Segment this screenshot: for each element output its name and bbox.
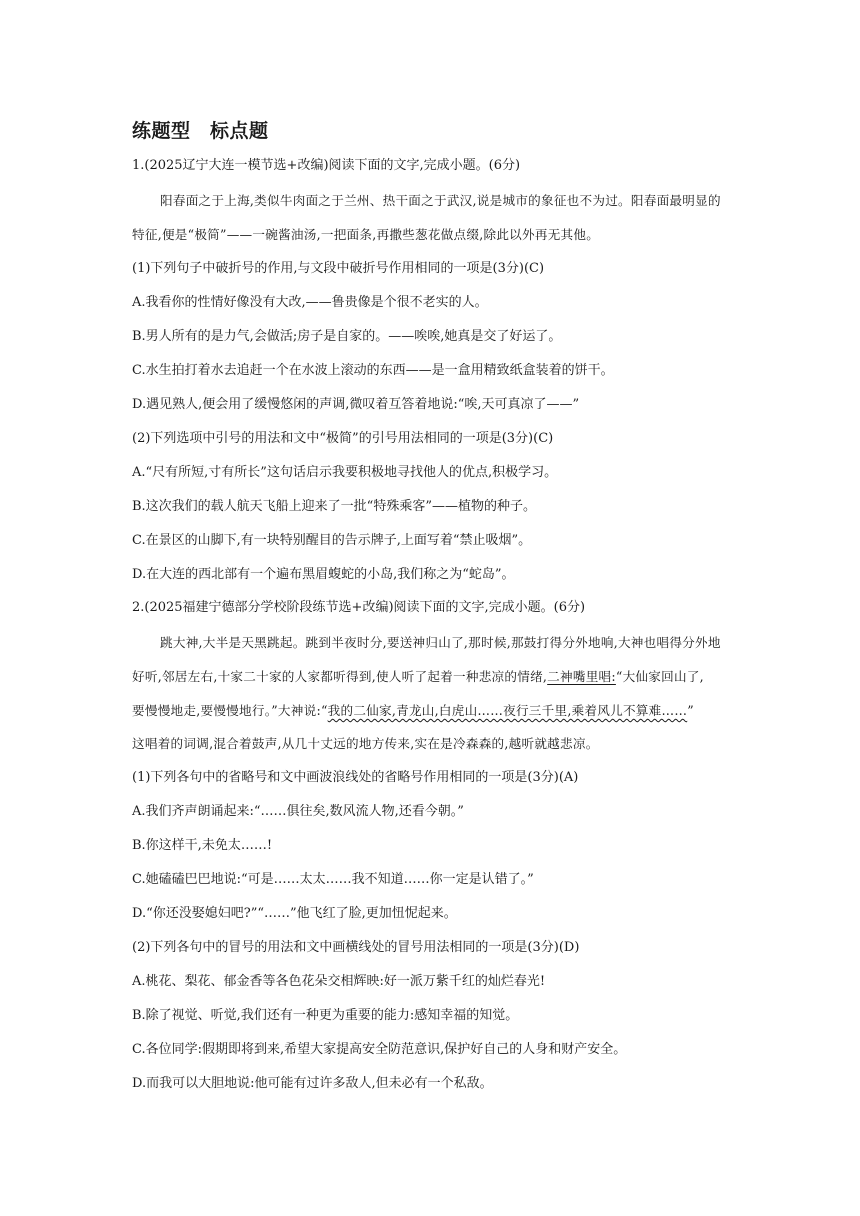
q2-sub1-option-a: A.我们齐声朗诵起来:“……俱往矣,数风流人物,还看今朝。” xyxy=(132,804,464,819)
q1-sub2-option-a: A.“尺有所短,寸有所长”这句话启示我要积极地寻找他人的优点,积极学习。 xyxy=(132,465,558,480)
wavy-underlined-text: 我的二仙家,青龙山,白虎山……夜行三千里,乘着风儿不算难…… xyxy=(327,703,688,718)
q2-passage-line-2-tail: “大仙家回山了, xyxy=(615,669,704,684)
q2-passage-line-3-tail: ” xyxy=(687,703,694,718)
q2-sub2-option-d: D.而我可以大胆地说:他可能有过许多敌人,但未必有一个私敌。 xyxy=(132,1076,493,1091)
q1-passage-line-2: 特征,便是“极简”——一碗酱油汤,一把面条,再撒些葱花做点缀,除此以外再无其他。 xyxy=(132,227,600,242)
q1-sub1-option-d: D.遇见熟人,便会用了缓慢悠闲的声调,微叹着互答着地说:“唉,天可真凉了——” xyxy=(132,397,580,412)
q2-sub2-stem: (2)下列各句中的冒号的用法和文中画横线处的冒号用法相同的一项是(3分)(D) xyxy=(132,940,580,955)
q2-passage-line-3-text: 要慢慢地走,要慢慢地行。”大神说:“ xyxy=(132,703,328,718)
q2-sub1-stem: (1)下列各句中的省略号和文中画波浪线处的省略号作用相同的一项是(3分)(A) xyxy=(132,770,579,785)
q1-passage-line-1: 阳春面之于上海,类似牛肉面之于兰州、热干面之于武汉,说是城市的象征也不为过。阳春面最明显的 xyxy=(160,193,721,208)
q2-sub1-option-b: B.你这样干,未免太……! xyxy=(132,838,273,853)
q1-sub2-stem: (2)下列选项中引号的用法和文中“极简”的引号用法相同的一项是(3分)(C) xyxy=(132,431,554,446)
q2-sub1-option-c: C.她磕磕巴巴地说:“可是……太太……我不知道……你一定是认错了。” xyxy=(132,872,534,887)
q2-sub2-option-a: A.桃花、梨花、郁金香等各色花朵交相辉映:好一派万紫千红的灿烂春光! xyxy=(132,974,546,989)
q1-sub2-option-c: C.在景区的山脚下,有一块特别醒目的告示牌子,上面写着“禁止吸烟”。 xyxy=(132,533,532,548)
q2-passage-line-3 xyxy=(132,702,694,720)
q2-passage-line-2 xyxy=(132,668,704,686)
q2-passage-line-1: 跳大神,大半是天黑跳起。跳到半夜时分,要送神归山了,那时候,那鼓打得分外地响,大神也唱得分外地 xyxy=(160,635,721,650)
q1-sub1-option-a: A.我看你的性情好像没有大改,——鲁贵像是个很不老实的人。 xyxy=(132,295,488,310)
q1-sub1-option-c: C.水生拍打着水去追赶一个在水波上滚动的东西——是一盒用精致纸盒装着的饼干。 xyxy=(132,363,614,378)
q1-sub1-stem: (1)下列句子中破折号的作用,与文段中破折号作用相同的一项是(3分)(C) xyxy=(132,261,545,276)
q2-sub2-option-c: C.各位同学:假期即将到来,希望大家提高安全防范意识,保护好自己的人身和财产安全。 xyxy=(132,1042,627,1057)
q2-passage-line-4: 这唱着的词调,混合着鼓声,从几十丈远的地方传来,实在是冷森森的,越听就越悲凉。 xyxy=(132,736,599,751)
q2-sub2-option-b: B.除了视觉、听觉,我们还有一种更为重要的能力:感知幸福的知觉。 xyxy=(132,1008,519,1023)
page-title: 练题型 标点题 xyxy=(132,120,269,142)
straight-underlined-text: 二神嘴里唱: xyxy=(547,669,616,684)
q2-header: 2.(2025福建宁德部分学校阶段练节选+改编)阅读下面的文字,完成小题。(6分) xyxy=(132,600,586,615)
q1-sub2-option-b: B.这次我们的载人航天飞船上迎来了一批“特殊乘客”——植物的种子。 xyxy=(132,499,536,514)
q2-passage-line-2-text: 好听,邻居左右,十家二十家的人家都听得到,使人听了起着一种悲凉的情绪, xyxy=(132,669,548,684)
q1-sub1-option-b: B.男人所有的是力气,会做活;房子是自家的。——唉唉,她真是交了好运了。 xyxy=(132,329,562,344)
q1-header: 1.(2025辽宁大连一模节选+改编)阅读下面的文字,完成小题。(6分) xyxy=(132,158,521,173)
q1-sub2-option-d: D.在大连的西北部有一个遍布黑眉蝮蛇的小岛,我们称之为“蛇岛”。 xyxy=(132,567,515,582)
q2-sub1-option-d: D.“你还没娶媳妇吧?”“……”他飞红了脸,更加忸怩起来。 xyxy=(132,906,457,921)
